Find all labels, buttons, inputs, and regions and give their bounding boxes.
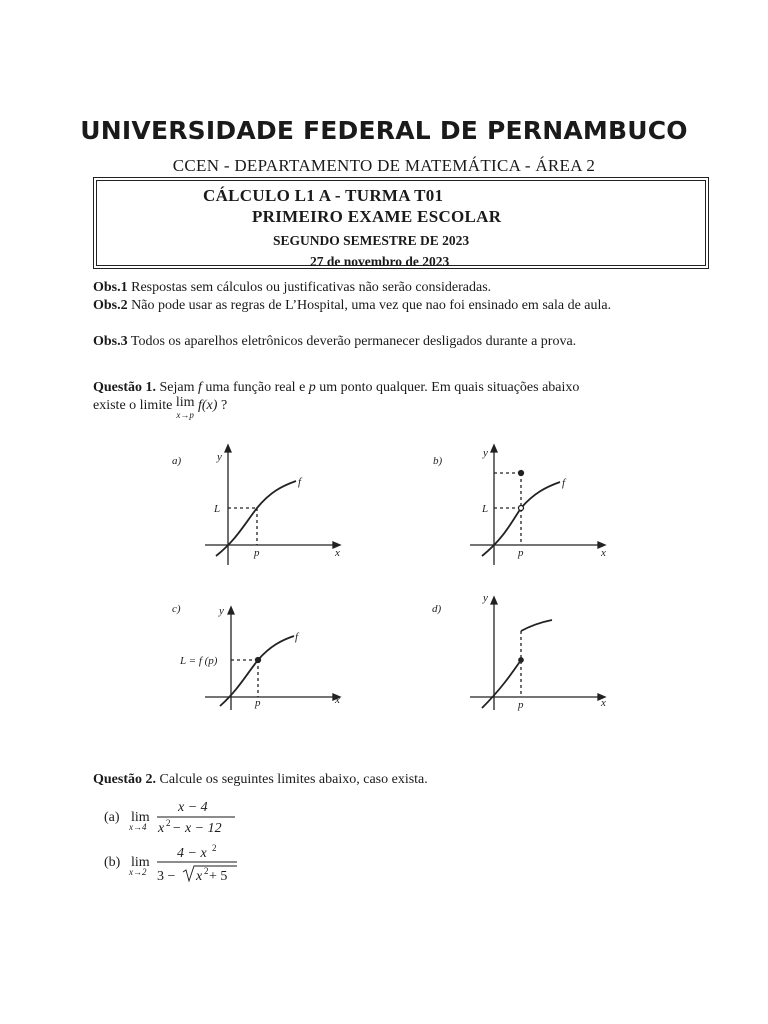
denominator-exponent: 2 [166, 818, 171, 828]
item-tag: (a) [104, 810, 120, 825]
observation-label: Obs.2 [93, 298, 128, 313]
fraction-numerator: x − 4 [178, 800, 208, 815]
x-label: x [601, 697, 606, 709]
question-text: existe o limite [93, 398, 176, 413]
question-text: Calcule os seguintes limites abaixo, caso exista. [156, 772, 428, 787]
y-label: y [483, 447, 488, 459]
p-label: p [518, 699, 524, 711]
L-label: L [214, 503, 221, 515]
observation-label: Obs.1 [93, 280, 128, 295]
question-text: Sejam [156, 380, 198, 395]
exam-name: PRIMEIRO EXAME ESCOLAR [252, 207, 502, 226]
L-label: L [482, 503, 489, 515]
question-text: ? [217, 398, 228, 413]
denominator-x: x [158, 821, 165, 836]
observation-text: Não pode usar as regras de L’Hospital, uma vez que nao foi ensinado em sala de aula. [127, 298, 612, 313]
radicand-exponent: 2 [204, 866, 209, 876]
graph-tag: a) [172, 455, 182, 467]
observation-text: Todos os aparelhos eletrônicos deverão permanecer desligados durante a prova. [127, 334, 577, 349]
question-label: Questão 2. [93, 772, 156, 787]
radicand-rest: + 5 [209, 869, 228, 884]
p-label: p [255, 697, 261, 709]
observation-text: Respostas sem cálculos ou justificativas não serão consideradas. [127, 280, 492, 295]
university-title: UNIVERSIDADE FEDERAL DE PERNAMBUCO [80, 116, 688, 145]
observation-label: Obs.3 [93, 334, 128, 349]
math-fx: f(x) [198, 398, 218, 413]
graph-tag: d) [432, 603, 442, 615]
denominator-prefix: 3 − [157, 869, 176, 884]
y-label: y [483, 592, 488, 604]
department-title: CCEN - DEPARTAMENTO DE MATEMÁTICA - ÁREA 2 [172, 156, 596, 175]
lim-subscript: x→2 [129, 867, 147, 877]
L-label: L = f (p) [180, 655, 218, 667]
math-p: p [308, 380, 316, 395]
y-label: y [219, 605, 224, 617]
course-title: CÁLCULO L1 A - TURMA T01 [203, 186, 444, 205]
question-label: Questão 1. [93, 380, 156, 395]
numerator-exponent: 2 [212, 843, 217, 853]
lim-subscript: x→4 [129, 822, 147, 832]
lim-operator: lim [175, 395, 195, 410]
x-label: x [335, 547, 340, 559]
fraction-numerator: 4 − x [177, 846, 207, 861]
semester: SEGUNDO SEMESTRE DE 2023 [273, 233, 470, 248]
p-label: p [254, 547, 260, 559]
lim-subscript: x→p [176, 410, 194, 420]
lim-operator: lim [131, 855, 150, 870]
f-label: f [298, 476, 302, 488]
question-text: um ponto qualquer. Em quais situações abaixo [315, 380, 580, 395]
question-text: uma função real e [201, 380, 309, 395]
lim-operator: lim [131, 810, 150, 825]
f-label: f [562, 477, 566, 489]
graph-tag: c) [172, 603, 181, 615]
item-tag: (b) [104, 855, 121, 870]
denominator-rest: − x − 12 [172, 821, 222, 836]
radicand-x: x [196, 869, 203, 884]
x-label: x [335, 694, 340, 706]
graph-tag: b) [433, 455, 443, 467]
math-f: f [198, 380, 202, 395]
p-label: p [518, 547, 524, 559]
exam-date: 27 de novembro de 2023 [310, 254, 450, 269]
y-label: y [217, 451, 222, 463]
x-label: x [601, 547, 606, 559]
f-label: f [295, 631, 299, 643]
